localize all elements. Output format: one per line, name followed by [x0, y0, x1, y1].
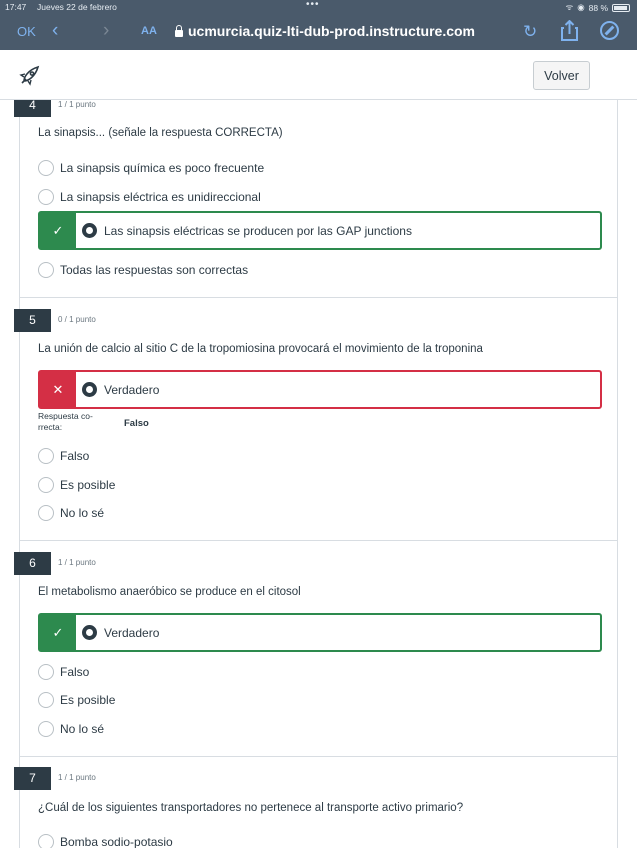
- selected-answer-correct: [38, 613, 602, 652]
- done-button[interactable]: OK: [17, 24, 36, 39]
- question-number-badge: 4: [14, 100, 51, 117]
- option-label: La sinapsis eléctrica es unidireccional: [60, 190, 261, 204]
- question-divider: [19, 756, 618, 757]
- answer-option: [38, 475, 115, 495]
- question-points: 1 / 1 punto: [58, 100, 96, 109]
- back-chevron-icon[interactable]: ‹: [52, 20, 59, 41]
- checkmark-icon: ✓: [40, 213, 76, 248]
- question-text: ¿Cuál de los siguientes transportadores no pertenece al transporte activo primario?: [38, 802, 464, 814]
- answer-option: [38, 187, 261, 207]
- option-label: Verdadero: [104, 625, 160, 640]
- selected-radio: [82, 223, 97, 238]
- correct-answer-value: Falso: [124, 418, 149, 429]
- option-label: Las sinapsis eléctricas se producen por las GAP junctions: [104, 223, 412, 238]
- radio-button: [38, 692, 54, 708]
- address-bar[interactable]: [175, 23, 475, 39]
- radio-button: [38, 477, 54, 493]
- question-text: La unión de calcio al sitio C de la tropomiosina provocará el movimiento de la troponina: [38, 343, 483, 355]
- selected-answer-correct: [38, 211, 602, 250]
- quiz-results: [0, 100, 637, 848]
- wifi-icon: ᯤ: [565, 2, 574, 12]
- answer-option: [38, 719, 104, 739]
- answer-option: [38, 503, 104, 523]
- back-button[interactable]: Volver: [533, 61, 590, 90]
- question-number-badge: 7: [14, 767, 51, 790]
- share-icon[interactable]: [561, 20, 578, 46]
- radio-button: [38, 721, 54, 737]
- text-size-button[interactable]: AA: [141, 25, 157, 37]
- radio-button: [38, 505, 54, 521]
- answer-option: [38, 446, 89, 466]
- option-label: No lo sé: [60, 722, 105, 736]
- answer-option: [38, 662, 89, 682]
- lock-icon: [175, 30, 183, 37]
- radio-button: [38, 262, 54, 278]
- option-label: Falso: [60, 665, 90, 679]
- rocket-icon[interactable]: [18, 65, 40, 92]
- radio-button: [38, 834, 54, 848]
- question-number-badge: 6: [14, 552, 51, 575]
- question-points: 1 / 1 punto: [58, 773, 96, 782]
- battery-icon: [612, 4, 630, 12]
- option-label: Falso: [60, 449, 90, 463]
- status-date: Jueves 22 de febrero: [37, 2, 117, 12]
- app-header: [0, 50, 637, 100]
- close-icon: ✕: [40, 372, 76, 407]
- browser-chrome: [0, 0, 637, 50]
- option-label: Verdadero: [104, 382, 160, 397]
- battery-percent: 88 %: [588, 2, 608, 13]
- question-points: 0 / 1 punto: [58, 315, 96, 324]
- status-bar: [0, 0, 637, 14]
- question-text: El metabolismo anaeróbico se produce en el citosol: [38, 586, 301, 598]
- orientation-lock-icon: ◉: [577, 2, 585, 12]
- correct-answer-label: Respuesta co- rrecta:: [38, 411, 93, 432]
- question-text: La sinapsis... (señale la respuesta CORRECTA): [38, 127, 283, 139]
- radio-button: [38, 160, 54, 176]
- status-time: 17:47: [5, 2, 27, 12]
- answer-option: [38, 832, 173, 848]
- question-divider: [19, 297, 618, 298]
- answer-option: [38, 690, 115, 710]
- answer-option: [38, 260, 248, 280]
- question-number-badge: 5: [14, 309, 51, 332]
- option-label: Es posible: [60, 478, 116, 492]
- option-label: Es posible: [60, 693, 116, 707]
- option-label: La sinapsis química es poco frecuente: [60, 161, 265, 175]
- answer-option: [38, 158, 264, 178]
- selected-radio: [82, 625, 97, 640]
- checkmark-icon: ✓: [40, 615, 76, 650]
- forward-chevron-icon[interactable]: ›: [103, 20, 110, 41]
- option-label: Todas las respuestas son correctas: [60, 263, 249, 277]
- browser-toolbar: [0, 16, 637, 48]
- url-text: ucmurcia.quiz-lti-dub-prod.instructure.com: [188, 23, 476, 39]
- option-label: No lo sé: [60, 506, 105, 520]
- radio-button: [38, 664, 54, 680]
- selected-answer-incorrect: [38, 370, 602, 409]
- radio-button: [38, 448, 54, 464]
- radio-button: [38, 189, 54, 205]
- multitasking-dots-icon[interactable]: •••: [306, 0, 320, 10]
- question-points: 1 / 1 punto: [58, 558, 96, 567]
- question-divider: [19, 540, 618, 541]
- reload-icon[interactable]: ↻: [523, 22, 538, 41]
- option-label: Bomba sodio-potasio: [60, 835, 173, 848]
- compass-icon[interactable]: [600, 21, 619, 40]
- selected-radio: [82, 382, 97, 397]
